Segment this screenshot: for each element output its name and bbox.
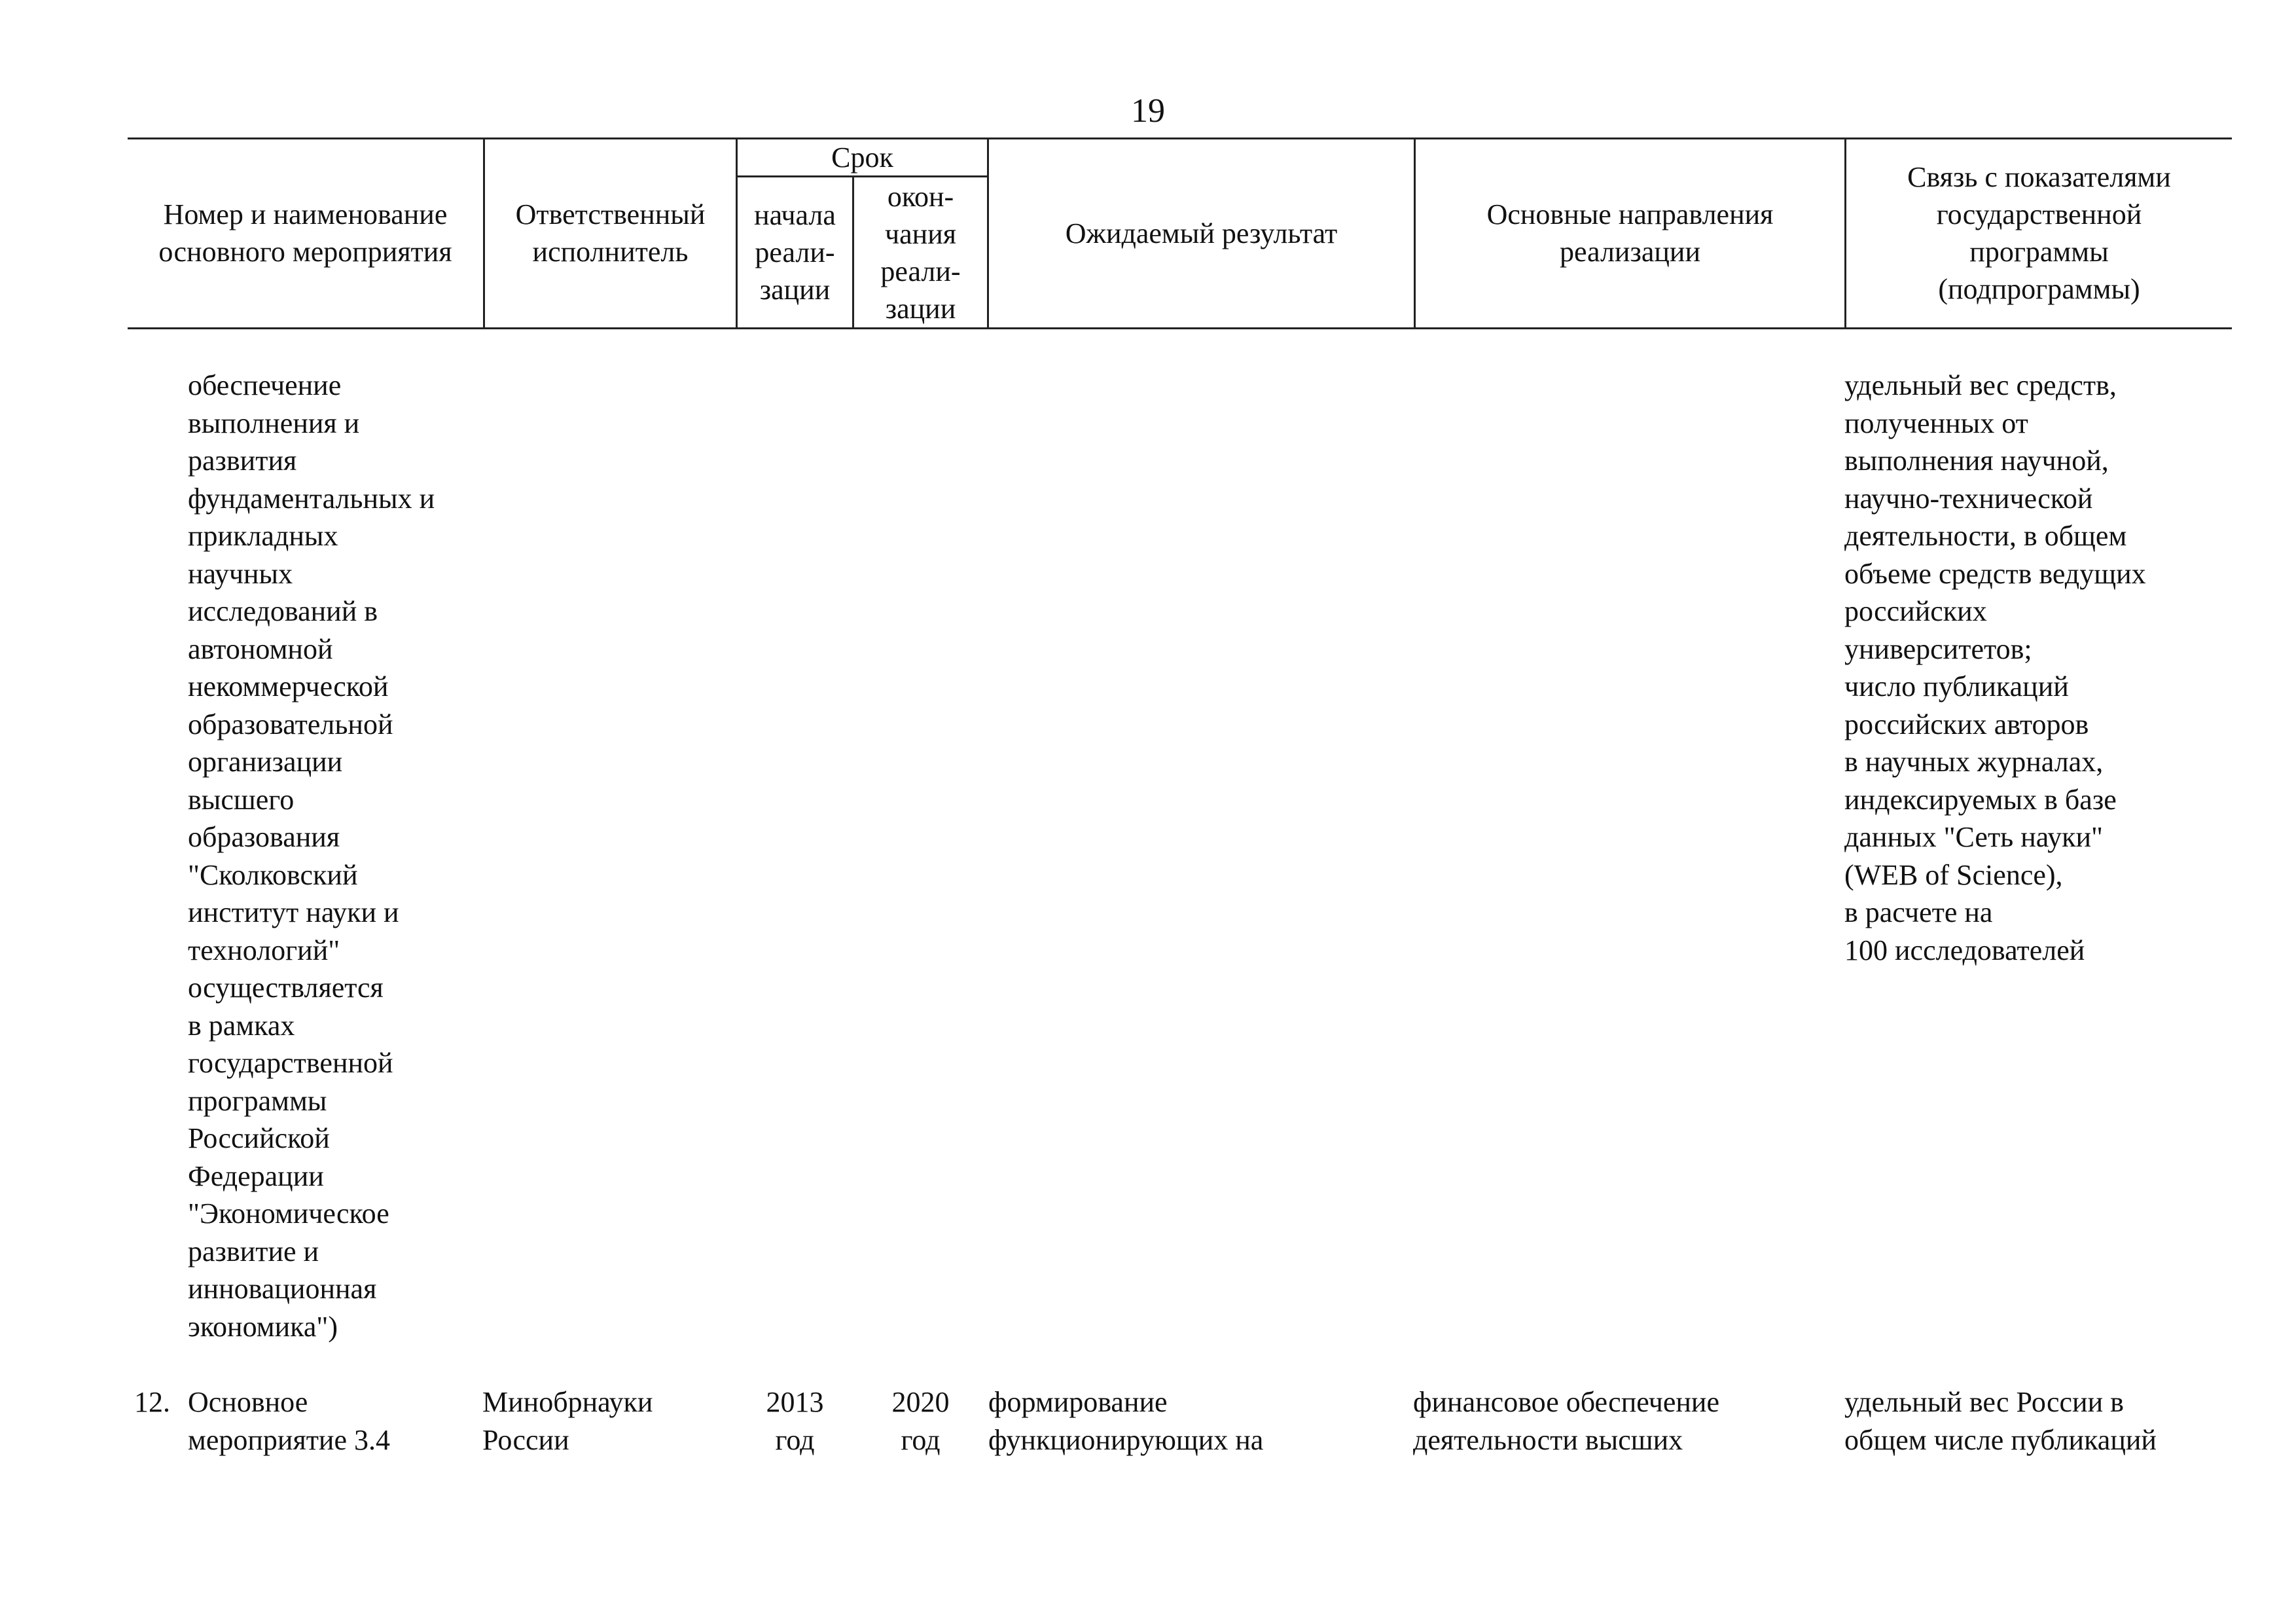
text-line: индексируемых в базе [1844,783,2117,816]
text-line: технологий" [188,934,340,966]
row-12-link: удельный вес России в общем числе публикаций [1844,1386,2157,1456]
text-line: экономика") [188,1310,338,1343]
text-line: "Сколковский [188,858,358,891]
text-line: Федерации [188,1159,324,1192]
row-12-start: 2013 год [766,1386,824,1456]
header-directions: Основные направления реализации [1486,198,1774,268]
text-line: число публикаций [1844,670,2069,702]
text-line: осуществляется [188,972,384,1004]
row-12-directions: финансовое обеспечение деятельности высших [1413,1386,1719,1456]
text-line: некоммерческой [188,670,389,702]
header-term: Срок [831,141,893,173]
header-bottom-rule [128,327,2232,329]
continuation-name-text [188,367,435,1345]
text-line: инновационная [188,1273,377,1305]
text-line: государственной [188,1047,393,1079]
text-line: объеме средств ведущих [1844,557,2146,590]
continuation-link-text [1844,367,2146,969]
text-line: в научных журналах, [1844,746,2104,778]
text-line: выполнения научной, [1844,445,2109,477]
page-number: 19 [1131,92,1165,130]
text-line: прикладных [188,520,338,552]
text-line: научно-технической [1844,482,2093,515]
text-line: 100 исследователей [1844,934,2085,966]
text-line: полученных от [1844,407,2028,439]
text-line: (WEB of Science), [1844,858,2063,891]
text-line: Российской [188,1122,330,1154]
text-line: высшего [188,783,295,816]
text-line: фундаментальных и [188,482,435,515]
row-12-end: 2020 год [891,1386,950,1456]
text-line: деятельности, в общем [1844,520,2127,552]
row-12-executor: Минобрнауки России [482,1386,653,1456]
text-line: образования [188,821,340,853]
row-12-number: 12. [134,1386,170,1418]
text-line: университетов; [1844,632,2032,665]
text-line: российских [1844,595,1987,627]
header-link: Связь с показателями государственной программы (подпрограммы) [1907,161,2171,305]
row-12-name: Основное мероприятие 3.4 [188,1386,391,1456]
header-name: Номер и наименование основного мероприятия [158,198,452,268]
header-executor: Ответственный исполнитель [515,198,706,268]
text-line: обеспечение [188,369,342,401]
row-12-result: формирование функционирующих на [988,1386,1264,1456]
text-line: в расчете на [1844,896,1993,928]
text-line: данных "Сеть науки" [1844,821,2103,853]
text-line: развитие и [188,1235,319,1267]
text-line: образовательной [188,708,393,740]
text-line: выполнения и [188,407,360,439]
header-start: начала реали- зации [754,199,836,306]
text-line: исследований в [188,595,378,627]
text-line: удельный вес средств, [1844,369,2117,401]
text-line: "Экономическое [188,1197,389,1230]
text-line: организации [188,746,343,778]
text-line: развития [188,445,297,477]
header-result: Ожидаемый результат [1065,217,1338,249]
text-line: российских авторов [1844,708,2089,740]
text-line: институт науки и [188,896,399,928]
text-line: автономной [188,632,333,665]
text-line: научных [188,557,293,590]
header-end: окон- чания реали- зации [880,180,961,325]
text-line: программы [188,1084,327,1117]
text-line: в рамках [188,1009,295,1042]
